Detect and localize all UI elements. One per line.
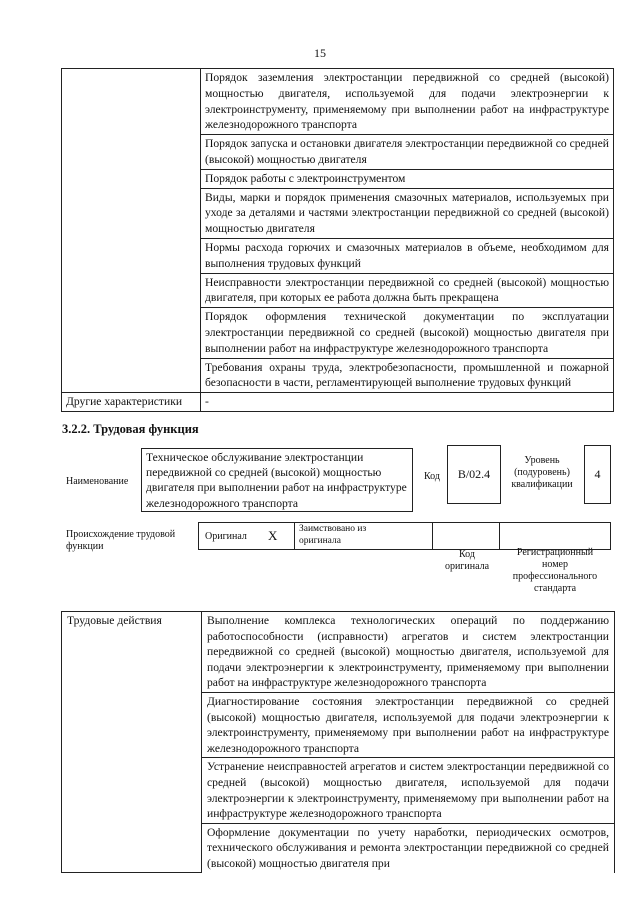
code-label: Код [424, 471, 440, 482]
original-mark: X [268, 528, 278, 543]
knowledge-item: Неисправности электростанции передвижной со средней (высокой) мощностью двигателя, при которых ее работа должна быть прекращена [201, 273, 614, 308]
reg-number-label: Регистрационный номер профессионального стандарта [512, 547, 598, 594]
original-cell [198, 522, 295, 550]
origin-label: Происхождение трудовой функции [66, 529, 176, 552]
labor-action-item: Оформление документации по учету наработки, периодических осмотров, технического обслуживания и ремонта электростанции передвижной со средней (высокой) мощностью двигателя при [202, 823, 615, 872]
labor-action-item: Устранение неисправностей агрегатов и систем электростанции передвижной со средней (высокой) мощностью двигателя, используемой для подачи электроэнергии к электроинструменту, применяемому при выполнении работ на инфраструктуре железнодорожного транспорта [202, 758, 615, 823]
borrowed-cell [294, 522, 433, 550]
page-number: 15 [314, 46, 326, 60]
original-label: Оригинал [205, 531, 247, 542]
labor-actions-label: Трудовые действия [62, 612, 202, 873]
function-name-box: Техническое обслуживание электростанции передвижной со средней (высокой) мощностью двигателя при выполнении работ на инфраструктуре железнодорожного транспорта [141, 448, 413, 512]
knowledge-item: Порядок запуска и остановки двигателя электростанции передвижной со средней (высокой) мощностью двигателя [201, 135, 614, 170]
knowledge-item: Требования охраны труда, электробезопасности, промышленной и пожарной безопасности в части, регламентирующей выполнение трудовых функций [201, 358, 614, 393]
knowledge-table [61, 68, 614, 412]
code-original-cell [432, 522, 500, 550]
level-label: Уровень (подуровень) квалификации [511, 455, 573, 490]
knowledge-item: Порядок работы с электроинструментом [201, 169, 614, 188]
level-box: 4 [584, 445, 611, 504]
knowledge-item: Порядок оформления технической документации по эксплуатации электростанции передвижной со средней (высокой) мощностью двигателя при выполнении работ на инфраструктуре железнодорожного транспорта [201, 308, 614, 358]
empty-label-cell [62, 69, 201, 393]
knowledge-item: Нормы расхода горючих и смазочных материалов в объеме, необходимом для выполнения трудовых функций [201, 238, 614, 273]
knowledge-item: Виды, марки и порядок применения смазочных материалов, используемых при уходе за деталями и частями электростанции передвижной со средней (высокой) мощностью двигателя [201, 188, 614, 238]
other-characteristics-label: Другие характеристики [62, 393, 201, 412]
code-original-label: Код оригинала [444, 549, 490, 572]
other-characteristics-value: - [201, 393, 614, 412]
section-heading: 3.2.2. Трудовая функция [62, 422, 199, 436]
borrowed-label: Заимствовано из оригинала [299, 524, 367, 546]
labor-action-item: Выполнение комплекса технологических операций по поддержанию работоспособности (исправности) агрегатов и систем электростанции передвижной со средней (высокой) мощностью двигателя, используемой для подачи электроэнергии к электроинструменту, применяемому при выполнении работ на инфраструктуре железнодорожного транспорта [202, 612, 615, 693]
knowledge-item: Порядок заземления электростанции передвижной со средней (высокой) мощностью двигателя, используемой для подачи электроэнергии к электроинструменту, применяемому при выполнении работ на инфраструктуре железнодорожного транспорта [201, 69, 614, 135]
labor-action-item: Диагностирование состояния электростанции передвижной со средней (высокой) мощностью двигателя, используемой для подачи электроэнергии к электроинструменту, применяемому при выполнении работ на инфраструктуре железнодорожного транспорта [202, 692, 615, 757]
name-label: Наименование [66, 476, 129, 487]
labor-actions-table [61, 611, 615, 873]
reg-number-cell [499, 522, 611, 550]
code-box: B/02.4 [447, 445, 501, 504]
